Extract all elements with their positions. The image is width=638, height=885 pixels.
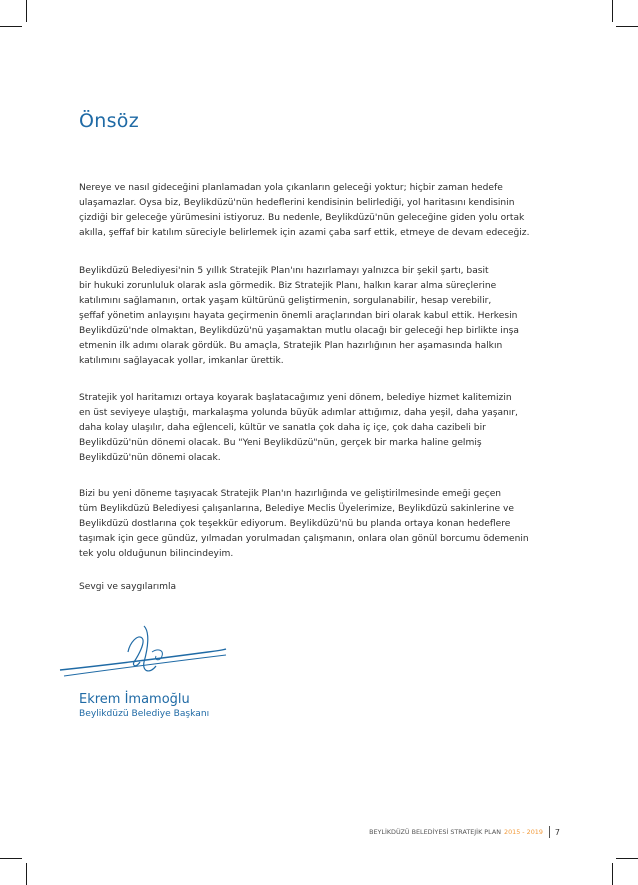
text-line: Beylikdüzü dostlarına çok teşekkür ediyorum. Beylikdüzü'nü bu planda ortaya konan hedeflere [79,519,511,529]
closing-line [79,580,559,595]
crop-mark [612,863,613,885]
crop-mark [0,26,22,27]
publication-title: BEYLİKDÜZÜ BELEDİYESİ STRATEJİK PLAN [369,828,501,836]
text-line: çizdiği bir geleceğe yürümesini istiyoruz. Bu nedenle, Beylikdüzü'nün geleceğine giden yolu ortak [79,213,525,223]
page-number: 7 [554,827,560,837]
text-line: Beylikdüzü'nün dönemi olacak. [79,453,221,463]
text-line: etmenin ilk adımı olarak gördük. Bu amaçla, Stratejik Plan hazırlığının her aşamasında halkın [79,341,503,351]
crop-mark [26,863,27,885]
crop-mark [616,26,638,27]
crop-mark [616,858,638,859]
text-line: akılla, şeffaf bir katılım süreciyle belirlemek için azami çaba sarf ettik, etmeye de devam edeceğiz. [79,228,530,238]
text-line: daha kolay ulaşılır, daha eğlenceli, kültür ve sanatla çok daha iç içe, çok daha cazibeli bir [79,423,486,433]
text-line: Beylikdüzü'nün dönemi olacak. Bu "Yeni Beylikdüzü"nün, gerçek bir marka haline gelmiş [79,438,482,448]
crop-mark [0,858,22,859]
crop-mark [26,0,27,22]
text-line: Beylikdüzü Belediyesi'nin 5 yıllık Stratejik Plan'ını hazırlamayı yalnızca bir şekil şartı, basit [79,266,489,276]
signatory-role: Beylikdüzü Belediye Başkanı [79,709,210,719]
page-title: Önsöz [79,110,139,132]
signatory-name: Ekrem İmamoğlu [79,692,190,707]
text-line: taşımak için gece gündüz, yılmadan yorulmadan çalışmanın, onlara olan gönül borcumu ödemenin [79,534,529,544]
text-line: Beylikdüzü'nde olmaktan, Beylikdüzü'nü yaşamaktan mutlu olacağı bir geleceği hep birlikte inşa [79,326,519,336]
crop-mark [612,0,613,22]
text-line: Bizi bu yeni döneme taşıyacak Stratejik Plan'ın hazırlığında ve geliştirilmesinde emeği geçen [79,489,502,499]
paragraph-4 [79,487,559,562]
paragraph-1 [79,181,559,241]
page-footer [369,826,560,838]
text-line: Nereye ve nasıl gideceğini planlamadan yola çıkanların geleceği yoktur; hiçbir zaman hedefe [79,183,503,193]
signature [58,622,228,684]
text-line: şeffaf yönetim anlayışını hayata geçirmenin önemli araçlarından biri olarak kabul ettik. Herkesin [79,311,518,321]
text-line: tek yolu olduğunun bilincindeyim. [79,549,234,559]
publication-years: 2015 - 2019 [504,828,543,836]
text-line: Stratejik yol haritamızı ortaya koyarak başlatacağımız yeni dönem, belediye hizmet kalitemizin [79,393,512,403]
text-line: Sevgi ve saygılarımla [79,582,177,592]
text-line: en üst seviyeye ulaştığı, markalaşma yolunda büyük adımlar attığımız, daha yeşil, daha yaşanır, [79,408,518,418]
text-line: katılımını sağlayacak yollar, imkanlar ürettik. [79,356,284,366]
text-line: tüm Beylikdüzü Belediyesi çalışanlarına, Belediye Meclis Üyelerimize, Beylikdüzü sakinlerine ve [79,504,514,514]
paragraph-2 [79,264,559,369]
text-line: bir hukuki zorunluluk olarak asla görmedik. Biz Stratejik Planı, halkın karar alma süreçlerine [79,281,497,291]
text-line: katılımını sağlamanın, ortak yaşam kültürünü geliştirmenin, sorgulanabilir, hesap verebilir, [79,296,492,306]
footer-divider [549,826,550,838]
text-line: ulaşamazlar. Oysa biz, Beylikdüzü'nün hedeflerini kendisinin belirlediği, yol haritasını kendisinin [79,198,515,208]
paragraph-3 [79,391,559,466]
